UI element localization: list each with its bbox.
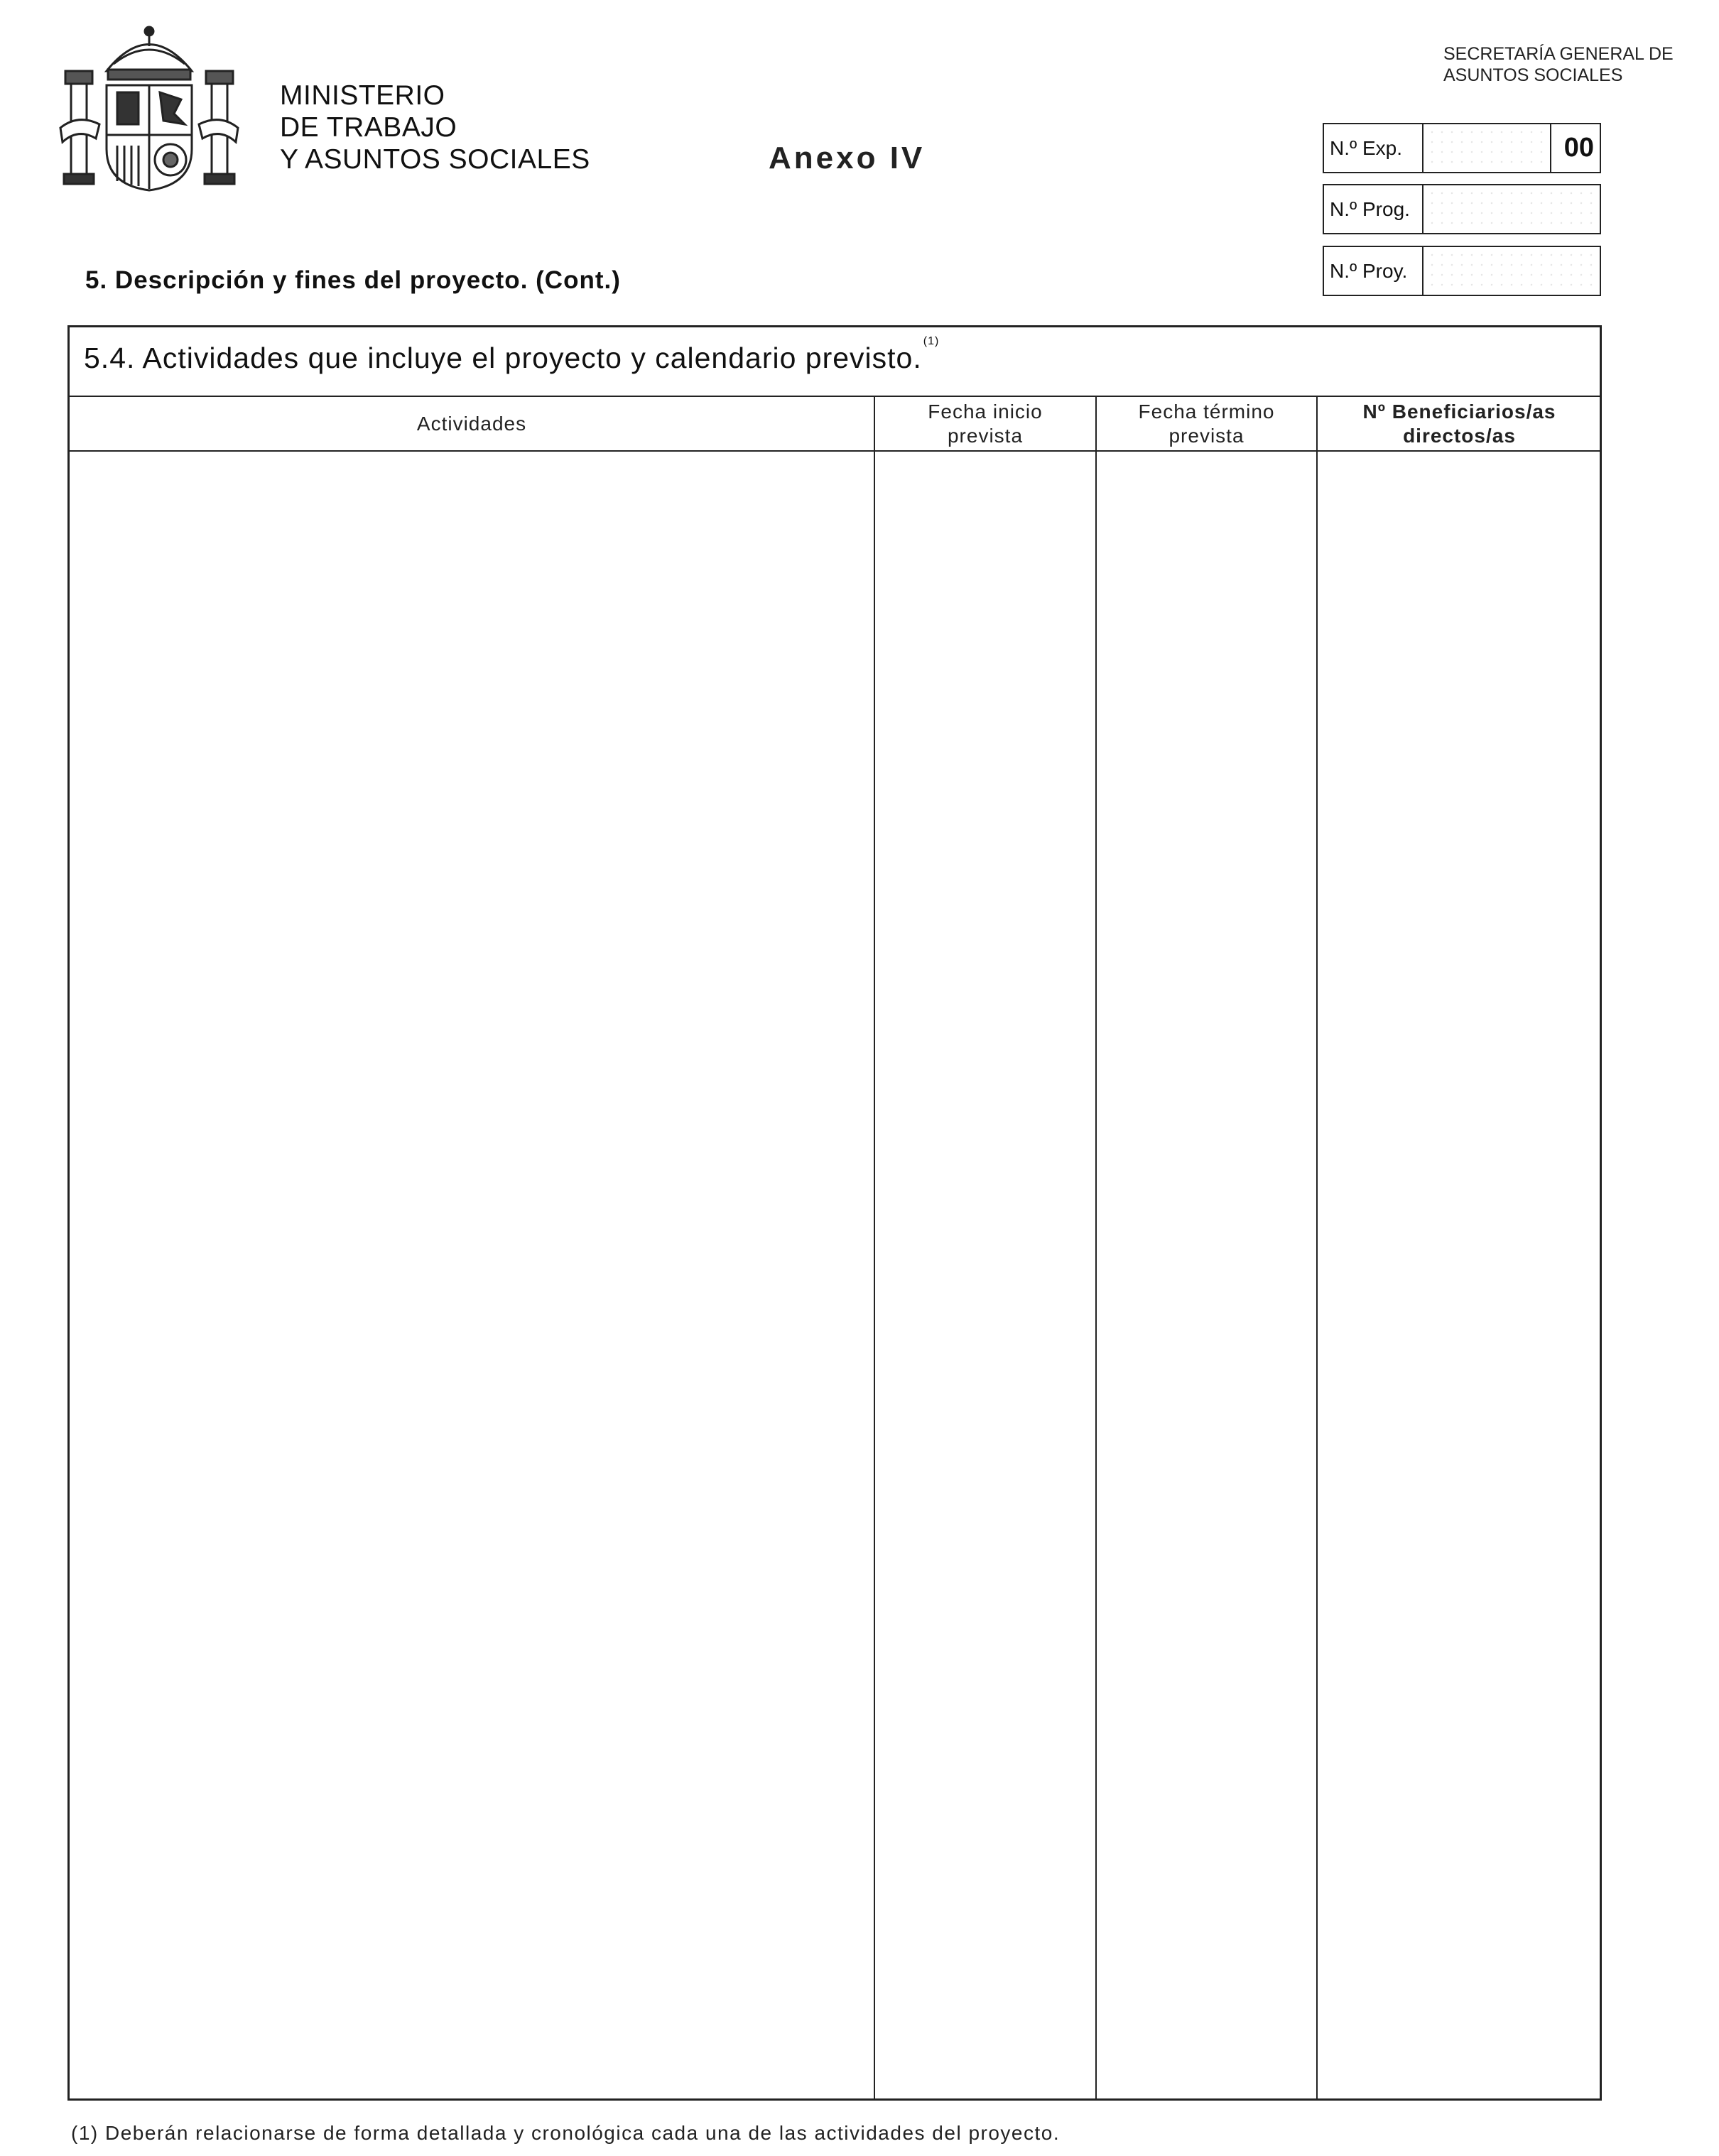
fecha-termino-entry-area[interactable]	[1097, 452, 1316, 2098]
prog-number-label: N.º Prog.	[1330, 197, 1410, 220]
exp-number-label: N.º Exp.	[1330, 136, 1403, 159]
column-header-line-1: Fecha inicio	[928, 400, 1043, 423]
ministry-name-line-2: DE TRABAJO	[280, 112, 457, 143]
proy-number-label: N.º Proy.	[1330, 259, 1408, 282]
table-title	[84, 335, 940, 375]
exp-number-suffix: 00	[1563, 133, 1594, 163]
column-header-beneficiarios	[1318, 397, 1601, 450]
proy-number-field[interactable]	[1323, 246, 1601, 296]
column-header-line-2: prevista	[1168, 424, 1244, 447]
column-header-line-2: prevista	[947, 424, 1024, 447]
actividades-entry-area[interactable]	[70, 452, 874, 2098]
fecha-inicio-entry-area[interactable]	[875, 452, 1095, 2098]
column-header-fecha-inicio	[875, 397, 1095, 450]
footnote: (1) Deberán relacionarse de forma detallada y cronológica cada una de las actividades del proyecto.	[71, 2122, 1061, 2144]
column-header-line-1: Fecha término	[1138, 400, 1275, 423]
column-header-line-1: Nº Beneficiarios/as	[1362, 400, 1556, 423]
table-title-footnote-ref: (1)	[923, 335, 940, 348]
secretaria-line-2: ASUNTOS SOCIALES	[1443, 65, 1623, 85]
ministry-name-line-1: MINISTERIO	[280, 80, 445, 111]
column-header-fecha-termino	[1097, 397, 1316, 450]
activities-table	[67, 325, 1602, 2101]
column-header-line-1: Actividades	[416, 412, 527, 435]
column-header-actividades	[70, 397, 874, 450]
section-title: 5. Descripción y fines del proyecto. (Cont.)	[85, 266, 621, 294]
secretaria-line-1: SECRETARÍA GENERAL DE	[1443, 44, 1674, 64]
column-header-line-2: directos/as	[1403, 424, 1516, 447]
annex-title: Anexo IV	[769, 141, 926, 175]
ministry-name-line-3: Y ASUNTOS SOCIALES	[280, 144, 590, 175]
coat-of-arms-logo	[57, 21, 242, 195]
table-title-text: 5.4. Actividades que incluye el proyecto y calendario previsto.	[84, 342, 922, 374]
beneficiarios-entry-area[interactable]	[1318, 452, 1600, 2098]
exp-number-field[interactable]	[1323, 123, 1601, 173]
prog-number-field[interactable]	[1323, 184, 1601, 234]
